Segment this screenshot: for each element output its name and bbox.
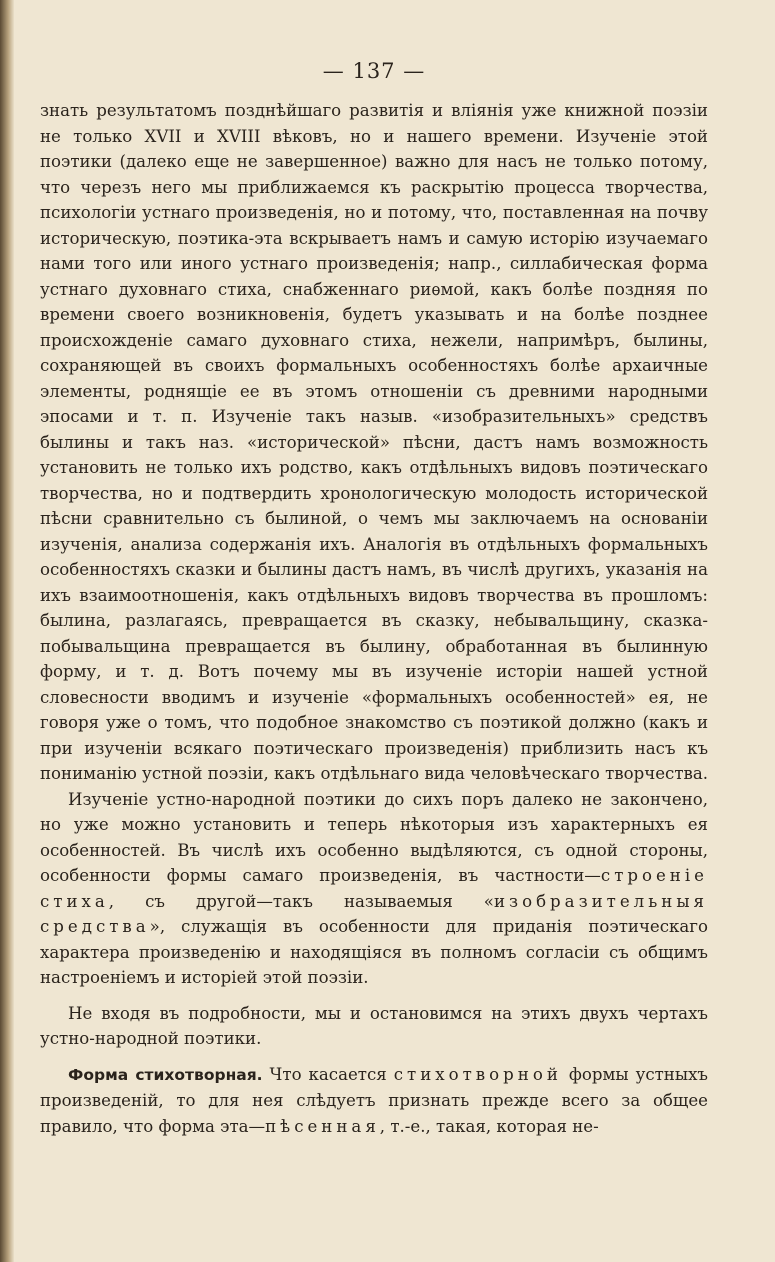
paragraph-1-text: знать результатомъ позднѣйшаго развитія и вліянія уже книжной поэзіи не только XVII и XVIII вѣковъ, но и нашего времени. Изученіе этой поэтики (далеко еще не завершенное) важно для насъ не только потому, что черезъ него мы приближаемся къ раскрытію процесса творчества, психологіи устнаго произведенія, но и потому, что, поставленная на почву историческую, поэтика-эта вскрываетъ намъ и самую исторію изучаемаго нами того или иного устнаго произведенія; напр., силлабическая форма устнаго духовнаго стиха, снабженнаго риѳмой, какъ болѣе поздняя по времени своего возникновенія, будетъ указывать и на болѣе позднее происхожденіе самаго духовнаго стиха, нежели, напримѣръ, былины, сохраняющей въ своихъ формальныхъ особенностяхъ болѣе архаичные элементы, роднящіе ее въ этомъ отношеніи съ древними народными эпосами и т. п. Изученіе такъ назыв. «изобразительныхъ» средствъ былины и такъ наз. «исторической» пѣсни, дастъ намъ возможность установить не только ихъ родство, какъ отдѣльныхъ видовъ поэтическаго творчества, но и подтвердить хронологическую молодость исторической пѣсни сравнительно съ былиной, о чемъ мы заключаемъ на основаніи изученія, анализа содержанія ихъ. Аналогія въ отдѣльныхъ формальныхъ особенностяхъ сказки и былины дастъ намъ, въ числѣ другихъ, указанія на ихъ взаимоотношенія, какъ отдѣльныхъ видовъ творчества въ прошломъ: былина, разлагаясь, превращается въ сказку, небывальщину, сказка-побывальщина превращается въ былину, обработанная въ былинную форму, и т. д. Вотъ почему мы въ изученіе исторіи нашей устной словесности вводимъ и изученіе «формальныхъ особенностей» ея, не говоря уже о томъ, что подобное знакомство съ поэтикой должно (какъ и при изученіи всякаго поэтическаго произведенія) приблизить насъ къ пониманію устной поэзіи, какъ отдѣльнаго вида человѣческаго творчества. xyxy=(40,101,709,783)
book-spine-edge xyxy=(0,0,14,1262)
paragraph-2 xyxy=(40,787,708,991)
paragraph-4-text-c: формы устныхъ произведеній, то для нея слѣдуетъ признать прежде всего за общее правило, что форма эта— xyxy=(40,1064,708,1136)
spaced-term-izobrazitelnyya-sredstva: изобразительныя средства xyxy=(40,891,708,936)
paragraph-4-text-a: Что касается xyxy=(262,1064,394,1084)
paragraph-3-text: Не входя въ подробности, мы и остановимся на этихъ двухъ чертахъ устно-народной поэтики. xyxy=(40,1003,708,1048)
paragraph-4-text-e: , т.-е., такая, которая не- xyxy=(379,1116,599,1136)
page-number: — 137 — xyxy=(322,59,426,83)
spaced-term-stroenie-stikha: строеніе стиха xyxy=(40,866,708,911)
paragraph-2-text-a: Изученіе устно-народной поэтики до сихъ поръ далеко не закончено, но уже можно установить и теперь нѣкоторыя изъ характерныхъ ея особенностей. Въ числѣ ихъ особенно выдѣляются, съ одной стороны, особенности формы самаго произведенія, въ частности— xyxy=(40,789,708,885)
paragraph-1 xyxy=(40,98,708,787)
paragraph-2-text-e: », служащія въ особенности для приданія поэтическаго характера произведенію и находящіяся въ полномъ согласіи съ общимъ настроеніемъ и исторіей этой поэзіи. xyxy=(40,917,708,987)
spaced-term-stikhotvornoi: стихотворной xyxy=(393,1064,562,1084)
book-page xyxy=(40,56,708,1139)
paragraph-3 xyxy=(40,1001,708,1052)
spaced-term-pesennaya: пѣсенная xyxy=(265,1116,380,1136)
paragraph-2-text-c: , съ другой—такъ называемыя « xyxy=(108,891,494,911)
paragraph-4 xyxy=(40,1062,708,1140)
section-heading: Форма стихотворная. xyxy=(68,1065,263,1084)
